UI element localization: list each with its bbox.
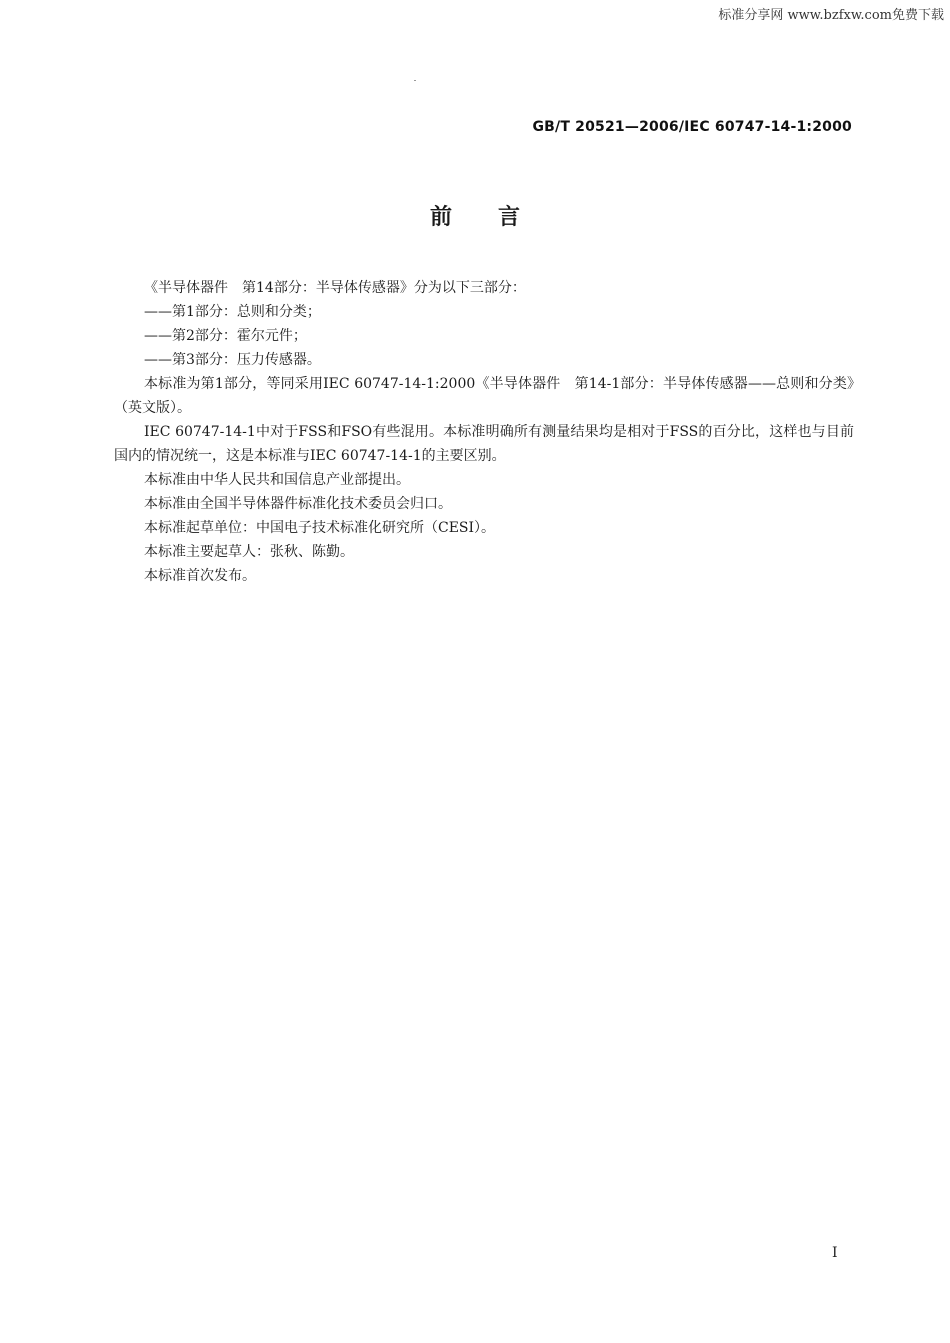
paragraph: 《半导体器件 第14部分：半导体传感器》分为以下三部分： — [144, 280, 526, 296]
scan-speck — [414, 80, 416, 81]
page-title: 前言 — [429, 205, 566, 230]
list-item: ——第3部分：压力传感器。 — [144, 352, 321, 368]
list-item: ——第1部分：总则和分类； — [144, 304, 321, 320]
paragraph: 本标准主要起草人：张秋、陈勤。 — [144, 544, 354, 560]
watermark-text: 标准分享网 www.bzfxw.com免费下载 — [718, 8, 944, 23]
paragraph: 本标准首次发布。 — [144, 568, 256, 584]
paragraph: 本标准由中华人民共和国信息产业部提出。 — [144, 472, 410, 488]
list-item: ——第2部分：霍尔元件； — [144, 328, 307, 344]
standard-number: GB/T 20521—2006/IEC 60747-14-1:2000 — [532, 119, 852, 135]
paragraph: IEC 60747-14-1中对于FSS和FSO有些混用。本标准明确所有测量结果均是相对于FSS的百分比，这样也与目前国内的情况统一，这是本标准与IEC 60747-14-1的主要区别。 — [114, 424, 854, 464]
paragraph: 本标准为第1部分，等同采用IEC 60747-14-1:2000《半导体器件 第14-1部分：半导体传感器——总则和分类》（英文版）。 — [114, 376, 854, 416]
page-number: I — [832, 1245, 838, 1261]
document-body — [114, 276, 854, 588]
paragraph: 本标准由全国半导体器件标准化技术委员会归口。 — [144, 496, 452, 512]
paragraph: 本标准起草单位：中国电子技术标准化研究所（CESI）。 — [144, 520, 496, 536]
